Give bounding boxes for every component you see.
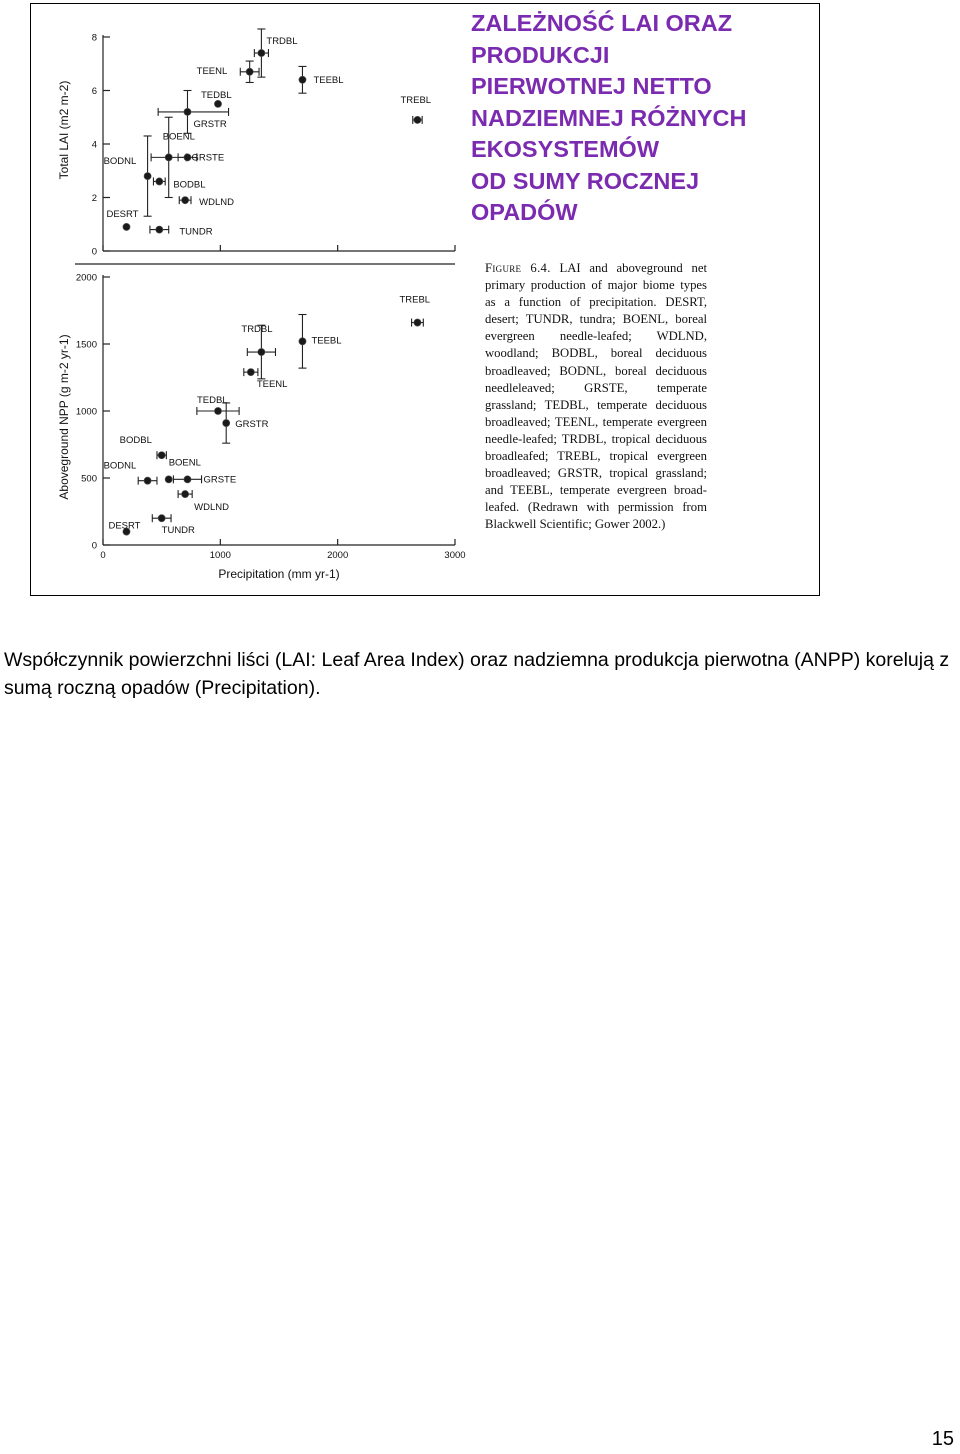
data-point [214,407,221,414]
data-point [184,476,191,483]
figure-caption-text: LAI and aboveground net primary production of major biome types as a function of precipitation. DESRT, desert; TUNDR, tundra; BOENL, boreal evergreen needle-leafed; WDLND, woodland; BODBL, boreal deciduous broadleaved; BODNL, boreal deciduous needleleaved; GRSTE, temperate grassland; TEDBL, temperate deciduous broadleaved; TEENL, temperate evergreen needle-leafed; TRDBL, tropical deciduous broadleafed; TREBL, tropical evergreen broadleaved; GRSTR, tropical grassland; and TEEBL, temperate evergreen broad-leafed. (Redrawn with permission from Blackwell Scientific; Gower 2002.) [485,261,707,532]
y-tick-label: 1500 [75,339,97,351]
slide-title [471,8,811,229]
figure-label: Figure 6.4. [485,261,551,275]
data-point [214,100,221,107]
data-point [223,419,230,426]
slide-title-line: EKOSYSTEMÓW [471,136,660,162]
data-point [184,154,191,161]
y-tick-label: 0 [91,246,97,258]
slide-title-line: ZALEŻNOŚĆ LAI ORAZ [471,10,733,36]
y-tick-label: 1000 [75,406,97,418]
data-point [246,68,253,75]
data-label: WDLND [194,502,229,514]
data-point [182,197,189,204]
data-label: TREBL [399,294,431,306]
data-label: GRSTR [193,118,227,130]
data-label: GRSTE [191,152,225,164]
data-label: TUNDR [179,226,213,238]
data-label: TREBL [400,94,432,106]
data-label: DESRT [106,208,139,220]
y-tick-label: 8 [91,32,97,44]
data-label: TEDBL [196,395,228,406]
data-point [156,178,163,185]
y-tick-label: 0 [91,540,97,552]
data-label: TRDBL [266,36,298,48]
y-tick-label: 2 [91,193,97,204]
data-point [158,452,165,459]
data-point [414,319,421,326]
data-label: BOENL [168,457,201,469]
data-point [123,223,130,230]
data-point [299,76,306,83]
data-label: TEEBL [313,74,344,86]
figure-caption [485,260,707,534]
npp-panel [57,273,466,582]
data-label: TEEBL [311,335,342,347]
y-axis-label: Total LAI (m2 m-2) [57,80,71,180]
slide-title-line: PRODUKCJI [471,41,610,68]
slide-title-line: OD SUMY ROCZNEJ [471,167,700,194]
y-tick-label: 500 [81,473,97,485]
data-label: TEENL [196,65,228,77]
data-point [156,226,163,233]
x-tick-label: 1000 [209,550,231,561]
slide-frame [30,3,820,596]
data-point [247,369,254,376]
data-label: TUNDR [161,525,195,537]
y-axis-label: Aboveground NPP (g m-2 yr-1) [57,334,71,500]
data-label: GRSTE [203,474,237,486]
data-point [258,348,265,355]
data-point [158,515,165,522]
y-tick-label: 2000 [75,272,97,284]
data-point [258,49,265,56]
data-label: BODNL [103,460,137,472]
data-point [184,108,191,115]
data-label: GRSTR [235,419,269,431]
data-point [414,116,421,123]
x-tick-label: 2000 [327,550,349,561]
data-point [144,477,151,484]
data-label: TRDBL [241,324,273,336]
data-point [182,490,189,497]
x-tick-label: 0 [100,550,106,561]
y-tick-label: 6 [91,86,97,97]
slide-title-line: OPADÓW [471,199,578,225]
slide-description: Współczynnik powierzchni liści (LAI: Leaf Area Index) oraz nadziemna produkcja pierwotna (ANPP) korelują z sumą roczną opadów (Precipitation). [4,649,950,699]
slide-title-line: PIERWOTNEJ NETTO [471,73,712,99]
data-point [299,338,306,345]
data-label: BOENL [162,131,195,143]
data-label: DESRT [108,520,141,532]
x-axis-label: Precipitation (mm yr-1) [218,567,340,581]
data-point [144,173,151,180]
data-label: WDLND [199,197,234,209]
x-tick-label: 3000 [444,550,466,561]
data-point [165,476,172,483]
lai-panel [57,29,455,258]
data-label: TEENL [256,379,288,391]
y-tick-label: 4 [91,139,97,151]
data-label: BODNL [103,156,137,168]
slide-title-line: NADZIEMNEJ RÓŻNYCH [471,104,747,131]
data-point [165,154,172,161]
data-label: TEDBL [200,89,232,101]
data-label: BODBL [173,179,206,191]
data-label: BODBL [119,435,152,447]
page-number: 15 [931,1428,954,1450]
